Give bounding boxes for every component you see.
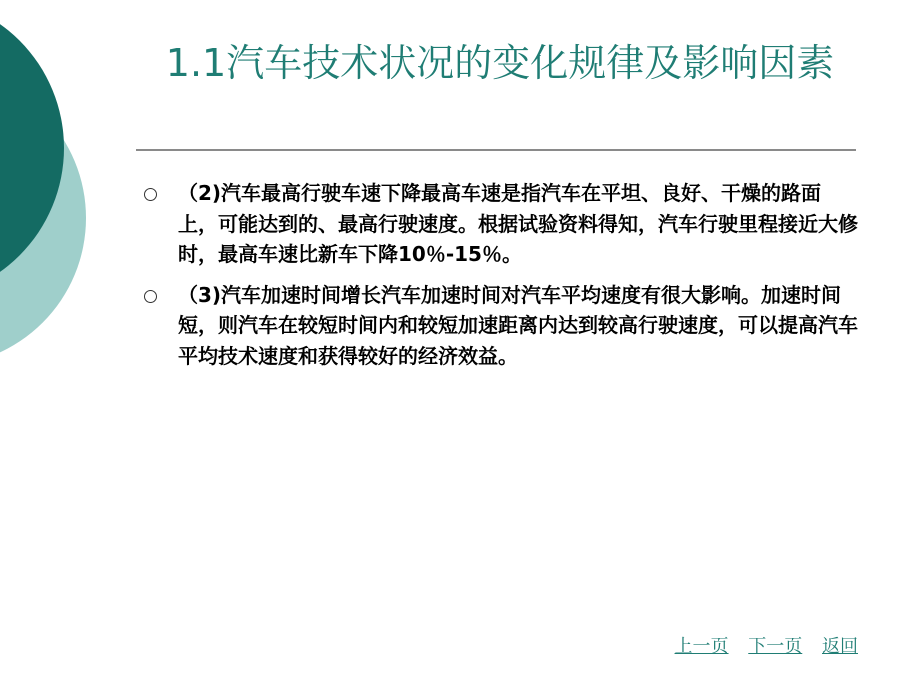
bullet-item [140, 178, 860, 270]
bullet-text: （3)汽车加速时间增长汽车加速时间对汽车平均速度有很大影响。加速时间短，则汽车在较短时间内和较短加速距离内达到较高行驶速度，可以提高汽车平均技术速度和获得较好的经济效益。 [178, 282, 858, 368]
prev-page-link[interactable]: 上一页 [674, 636, 729, 657]
circles-graphic [0, 0, 120, 360]
back-link[interactable]: 返回 [822, 636, 858, 657]
bullet-item [140, 280, 860, 372]
title-divider [136, 149, 856, 151]
slide-navigation [661, 632, 858, 658]
slide-title: 1.1汽车技术状况的变化规律及影响因素 [165, 41, 835, 85]
next-page-link[interactable]: 下一页 [748, 636, 803, 657]
bullet-list [140, 178, 860, 381]
hollow-circle-bullet-icon [144, 188, 157, 201]
hollow-circle-bullet-icon [144, 290, 157, 303]
decorative-circles [0, 0, 120, 360]
bullet-text: （2)汽车最高行驶车速下降最高车速是指汽车在平坦、良好、干燥的路面上，可能达到的、最高行驶速度。根据试验资料得知，汽车行驶里程接近大修时，最高车速比新车下降10％-15％。 [178, 181, 858, 266]
